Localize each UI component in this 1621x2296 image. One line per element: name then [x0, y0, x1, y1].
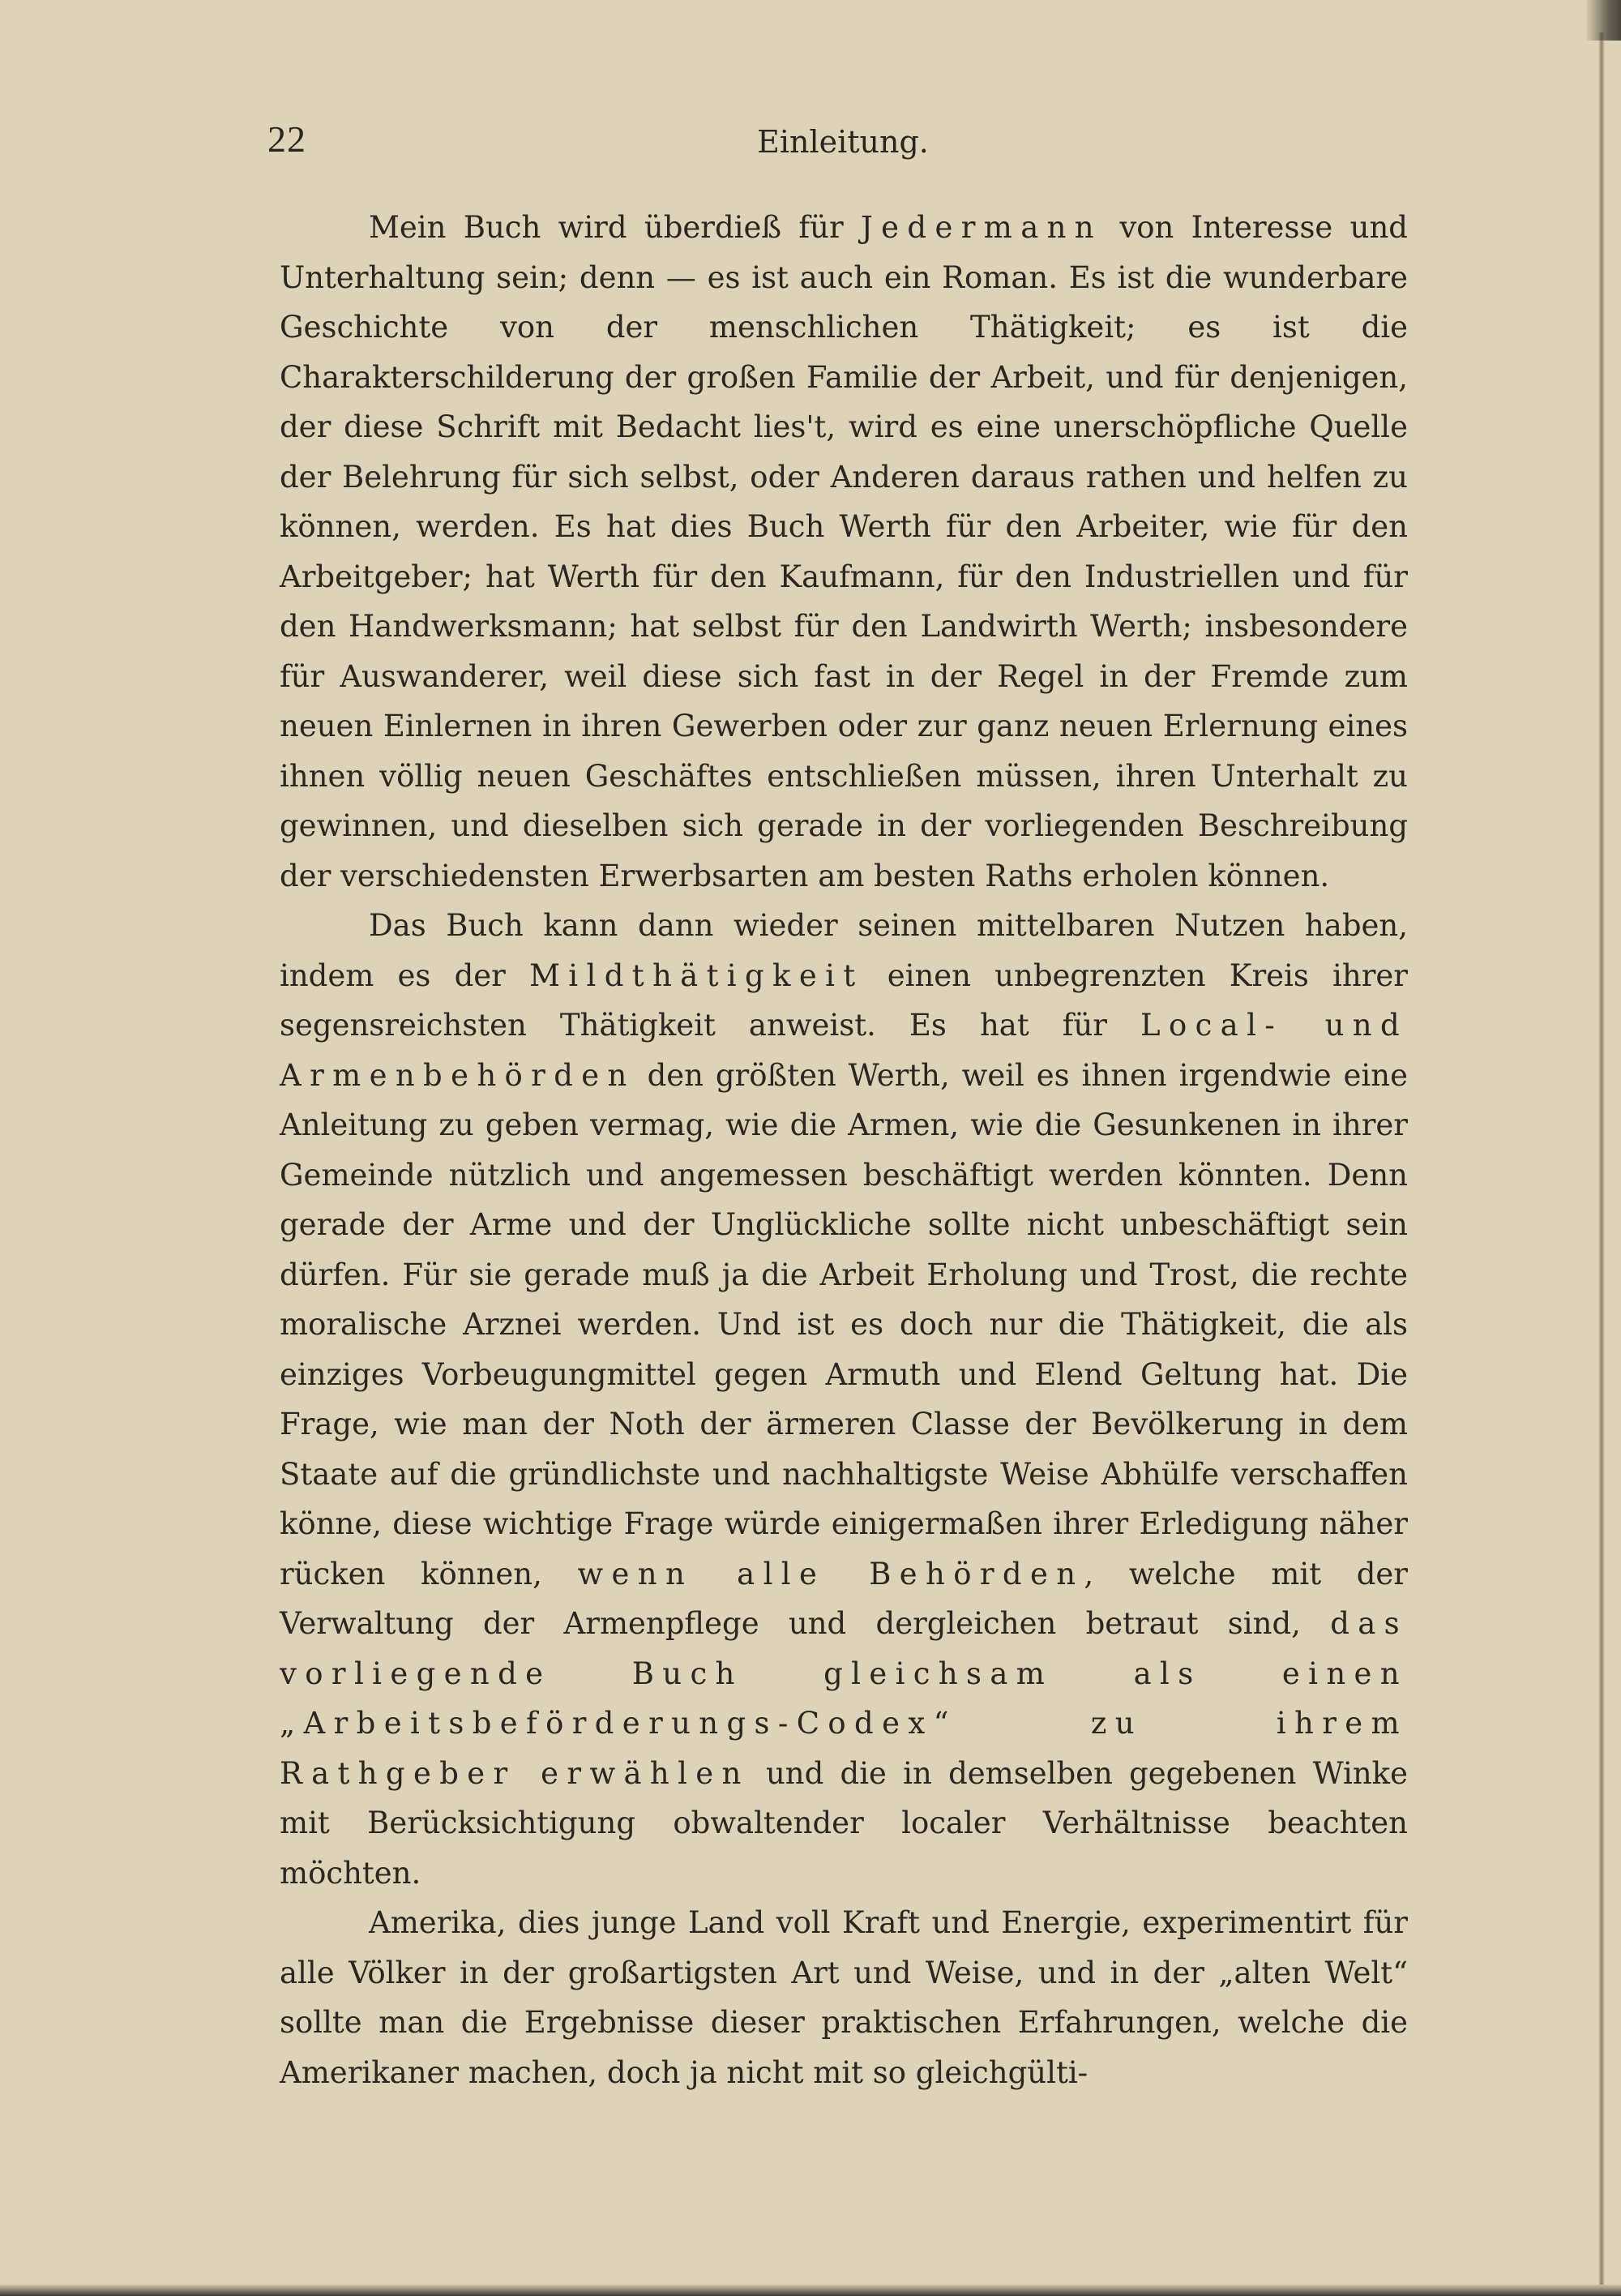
text-segment: und die in demselben gegebenen Winke mit Berücksichtigung obwaltender localer Verhältnisse beachten möchten. [280, 1755, 1408, 1891]
text-segment: Amerika, dies junge Land voll Kraft und Energie, experimentirt für alle Völker in der großartigsten Art und Weise, und in der „alten Welt“ sollte man die Ergebnisse dieser praktischen Erfahrungen, welche die Amerikaner machen, doch ja nicht mit so gleichgülti- [280, 1905, 1408, 2090]
text-segment: , welche mit der Verwaltung der Armenpflege und dergleichen betraut sind, [280, 1556, 1408, 1641]
page-bottom-edge [0, 2285, 1621, 2296]
text-segment: einen unbegrenzten Kreis ihrer segensreichsten Thätigkeit anweist. Es hat für [280, 957, 1408, 1043]
text-segment: Das Buch kann dann wieder seinen mittelbaren Nutzen haben, indem es der [280, 908, 1408, 993]
emphasized-text-segment: das vorliegende Buch gleichsam als einen „Arbeitsbeförderungs-Codex“ zu ihrem Rathgeber erwählen [280, 1606, 1408, 1791]
binding-shadow-right [1598, 32, 1605, 2296]
paragraph-3 [280, 1898, 1408, 2097]
emphasized-text-segment: Mildthätigkeit [529, 957, 864, 993]
paragraph-2 [280, 901, 1408, 1898]
text-segment: den größten Werth, weil es ihnen irgendwie eine Anleitung zu geben vermag, wie die Armen, wie die Gesunkenen in ihrer Gemeinde nützlich und angemessen beschäftigt werden könnten. Denn gerade der Arme und der Unglückliche sollte nicht unbeschäftigt sein dürfen. Für sie gerade muß ja die Arbeit Erholung und Trost, die rechte moralische Arznei werden. Und ist es doch nur die Thätigkeit, die als einziges Vorbeugungmittel gegen Armuth und Elend Geltung hat. Die Frage, wie man der Noth der ärmeren Classe der Bevölkerung in dem Staate auf die gründlichste und nachhaltigste Weise Abhülfe verschaffen könne, diese wichtige Frage würde einigermaßen ihrer Erledigung näher rücken können, [280, 1057, 1408, 1591]
text-segment: Mein Buch wird überdieß für [369, 210, 861, 245]
emphasized-text-segment: Jedermann [860, 210, 1102, 245]
paragraph-1 [280, 203, 1408, 901]
text-segment: von Interesse und Unterhaltung sein; denn — es ist auch ein Roman. Es ist die wunderbare Geschichte von der menschlichen Thätigkeit; es ist die Charakterschilderung der großen Familie der Arbeit, und für denjenigen, der diese Schrift mit Bedacht lies't, wird es eine unerschöpfliche Quelle der Belehrung für sich selbst, oder Anderen daraus rathen und helfen zu können, werden. Es hat dies Buch Werth für den Arbeiter, wie für den Arbeitgeber; hat Werth für den Kaufmann, für den Industriellen und für den Handwerksmann; hat selbst für den Landwirth Werth; insbesondere für Auswanderer, weil diese sich fast in der Regel in der Fremde zum neuen Einlernen in ihren Gewerben oder zur ganz neuen Erlernung eines ihnen völlig neuen Geschäftes entschließen müssen, ihren Unterhalt zu gewinnen, und dieselben sich gerade in der vorliegenden Beschreibung der verschiedensten Erwerbsarten am besten Raths erholen können. [280, 210, 1408, 893]
page-header [267, 118, 1418, 166]
running-title: Einleitung. [757, 124, 929, 160]
body-text [280, 203, 1408, 2097]
page-number: 22 [267, 118, 306, 160]
emphasized-text-segment: Local- und Armenbehörden [280, 1008, 1408, 1093]
emphasized-text-segment: wenn alle Behörden [577, 1556, 1084, 1591]
